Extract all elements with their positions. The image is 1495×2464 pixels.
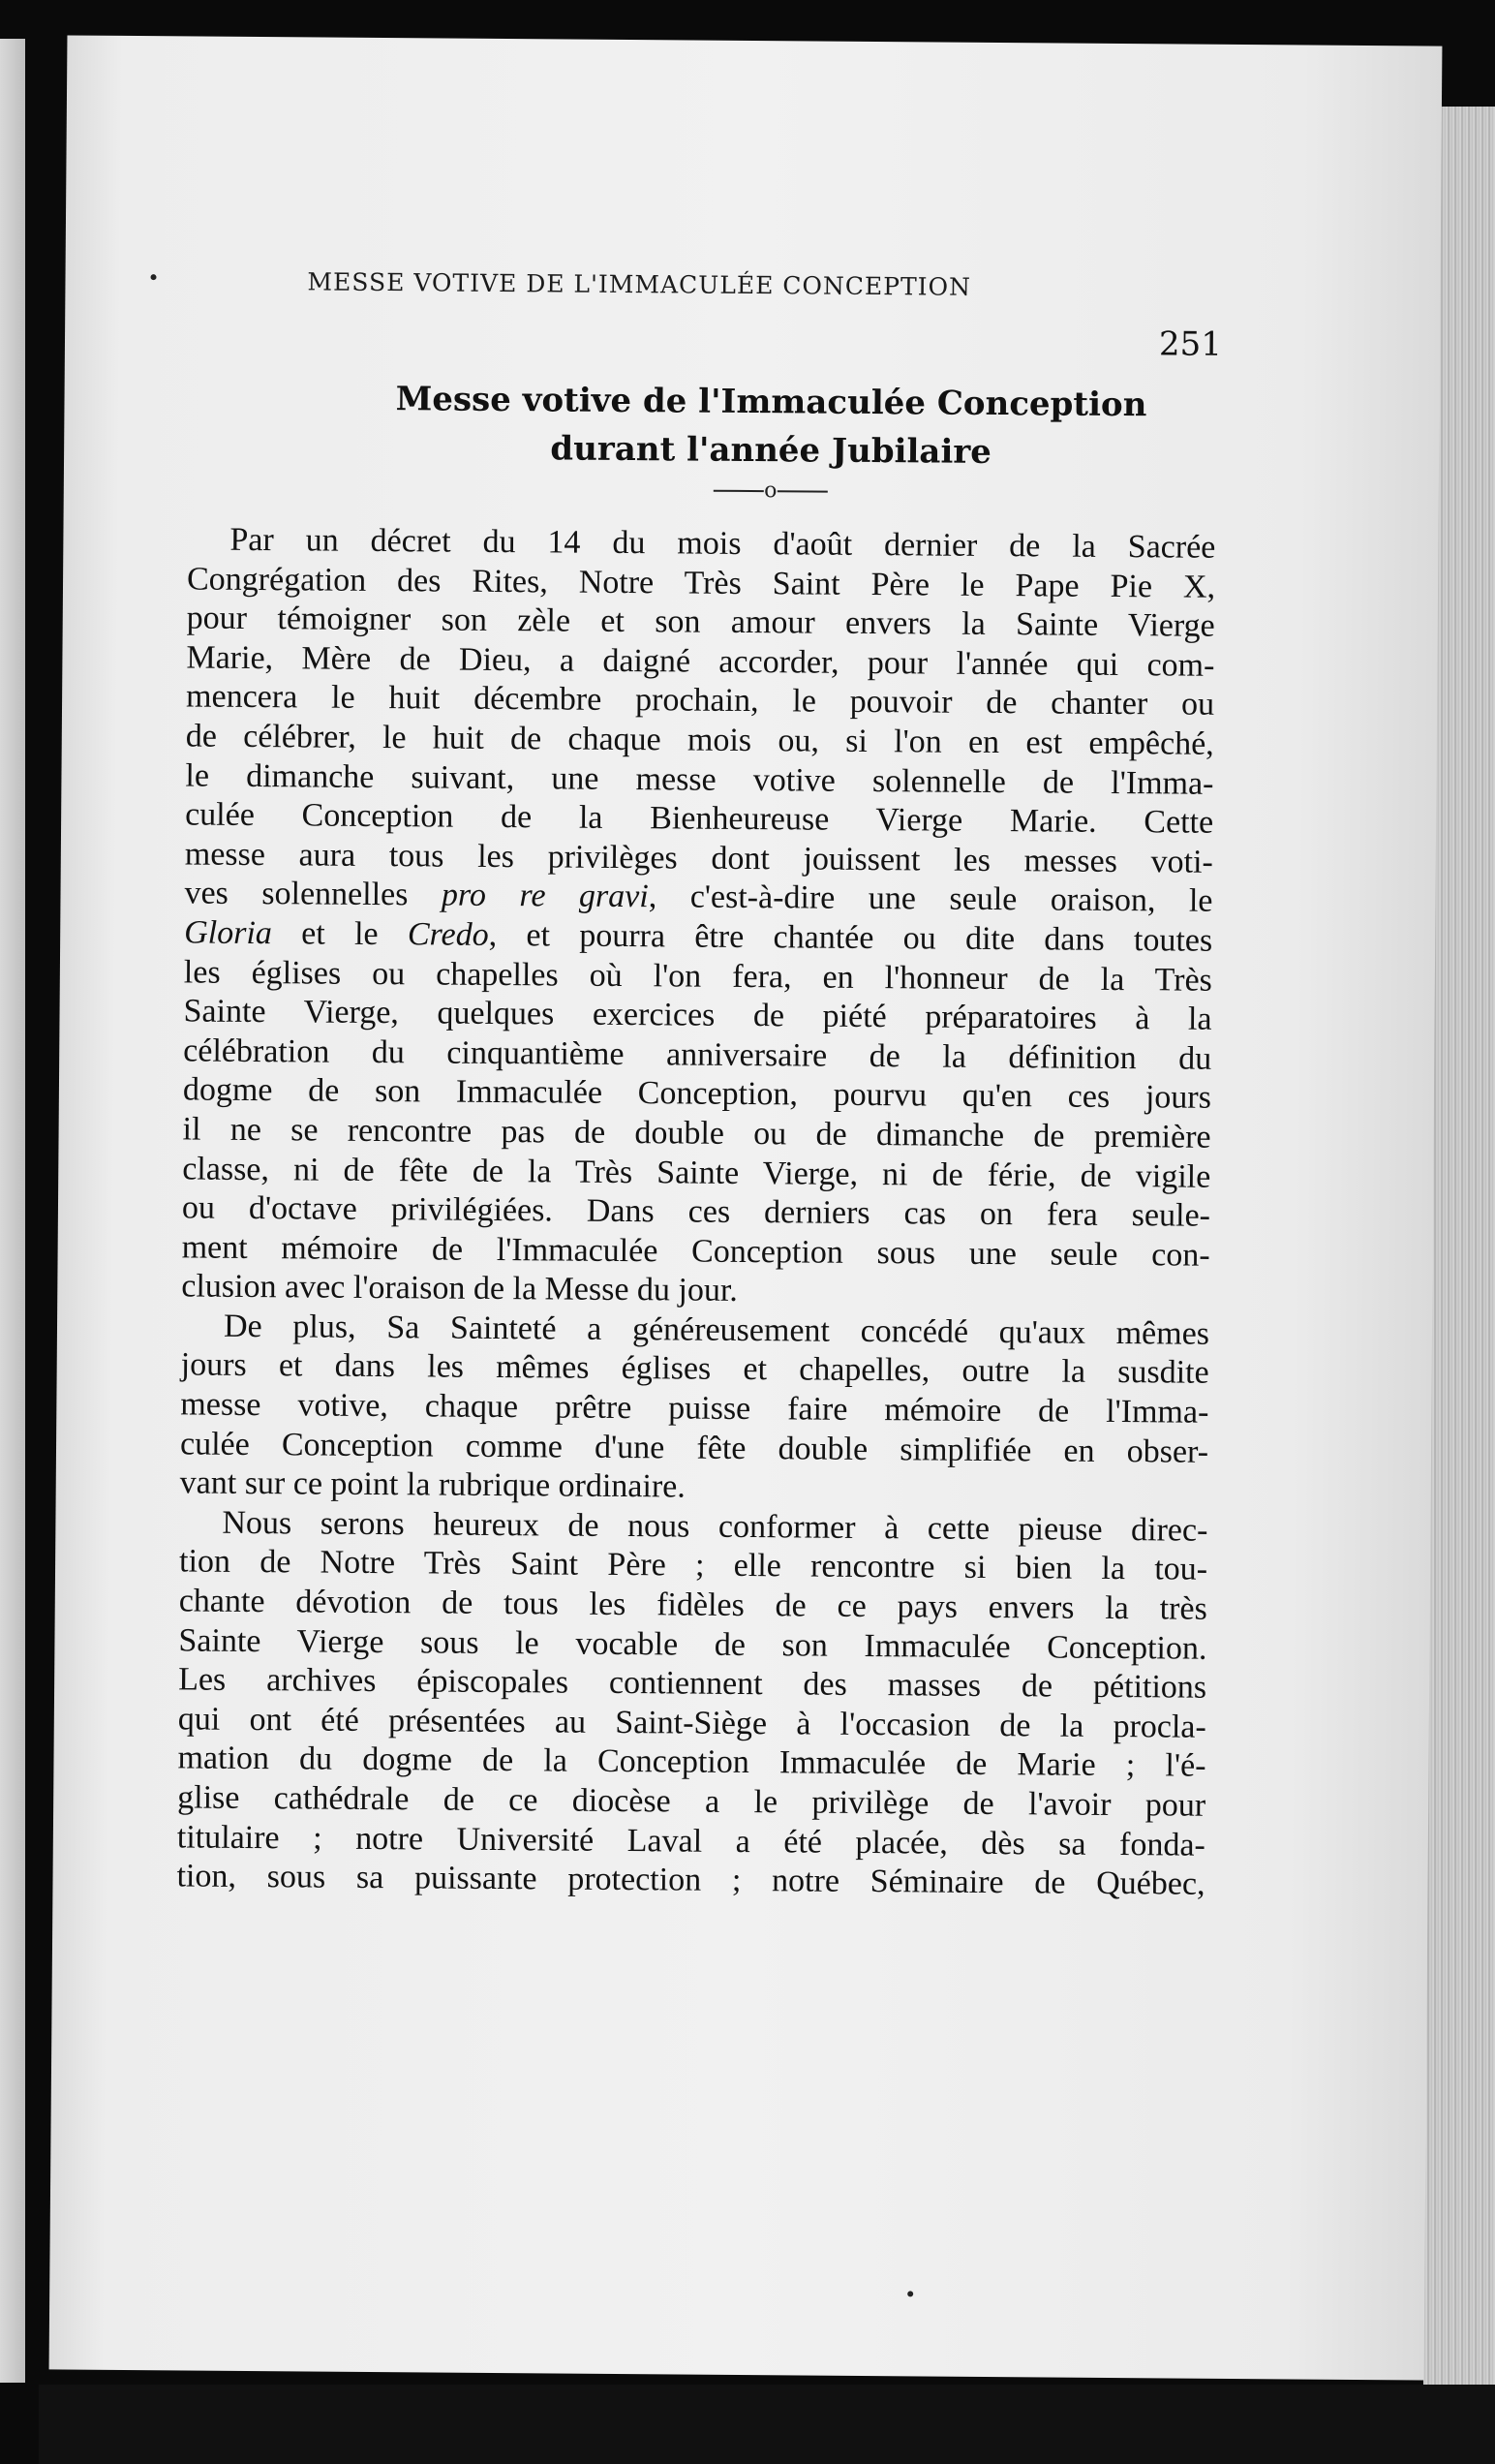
text-line: dogme de son Immaculée Conception, pourvu qu'en ces jours (182, 1071, 1212, 1117)
title-line-1: Messe votive de l'Immaculée Conception (395, 380, 1147, 425)
text-line: les églises ou chapelles où l'on fera, en l'honneur de la Très (183, 953, 1213, 999)
title-ornament (703, 478, 839, 504)
text-line: qui ont été présentées au Saint-Siège à l'occasion de la procla- (177, 1701, 1206, 1745)
text-line: Congrégation des Rites, Notre Très Saint Père le Pape Pie X, (186, 561, 1216, 605)
text-line: ou d'octave privilégiées. Dans ces derniers cas on fera seule- (181, 1189, 1211, 1234)
text-line: culée Conception comme d'une fête double simplifiée en obser- (179, 1426, 1209, 1470)
text-line: mencera le huit décembre prochain, le pouvoir de chanter ou (185, 678, 1215, 724)
text-line: classe, ni de fête de la Très Sainte Vierge, ni de férie, de vigile (182, 1150, 1211, 1195)
text-line: le dimanche suivant, une messe votive solennelle de l'Imma- (185, 757, 1214, 802)
text-line: De plus, Sa Sainteté a généreusement concédé qu'aux mêmes (223, 1308, 1210, 1352)
text-line: Gloria et le Credo, et pourra être chantée ou dite dans toutes (184, 914, 1213, 959)
text-line: titulaire ; notre Université Laval a été placée, dès sa fonda- (176, 1819, 1205, 1863)
text-line: tion de Notre Très Saint Père ; elle rencontre si bien la tou- (178, 1543, 1208, 1588)
text-line: Sainte Vierge, quelques exercices de piété préparatoires à la (183, 993, 1212, 1037)
text-line: messe votive, chaque prêtre puisse faire mémoire de l'Imma- (180, 1386, 1209, 1431)
text-line: Nous serons heureux de nous conformer à cette pieuse direc- (222, 1504, 1208, 1549)
ornament-rule-right (777, 490, 827, 492)
dust-speck (907, 2291, 913, 2296)
ornament-glyph: o (764, 478, 778, 504)
text-line: glise cathédrale de ce diocèse a le privilège de l'avoir pour (177, 1779, 1206, 1824)
text-line: Marie, Mère de Dieu, a daigné accorder, pour l'année qui com- (186, 639, 1215, 684)
scan-background (39, 2385, 1495, 2464)
dust-speck (151, 274, 157, 280)
text-line: Par un décret du 14 du mois d'août dernier de la Sacrée (229, 521, 1216, 566)
title-line-2: durant l'année Jubilaire (550, 429, 992, 472)
text-line: de célébrer, le huit de chaque mois ou, si l'on en est empêché, (185, 718, 1214, 762)
text-line: il ne se rencontre pas de double ou de dimanche de première (182, 1111, 1211, 1155)
article-title (306, 374, 1236, 478)
text-line: pour témoigner son zèle et son amour envers la Sainte Vierge (186, 600, 1215, 644)
page-number: 251 (1158, 324, 1223, 364)
text-line: jours et dans les mêmes églises et chapelles, outre la susdite (180, 1346, 1209, 1392)
text-line: clusion avec l'oraison de la Messe du jour. (181, 1268, 739, 1309)
text-line: messe aura tous les privilèges dont jouissent les messes voti- (184, 836, 1213, 880)
text-line: mation du dogme de la Conception Immaculée de Marie ; l'é- (177, 1740, 1206, 1785)
running-head: MESSE VOTIVE DE L'IMMACULÉE CONCEPTION (307, 267, 972, 301)
text-line: chante dévotion de tous les fidèles de ce pays envers la très (178, 1583, 1207, 1627)
text-line: tion, sous sa puissante protection ; notre Séminaire de Québec, (176, 1858, 1205, 1902)
text-line: culée Conception de la Bienheureuse Vierge Marie. Cette (185, 796, 1214, 841)
facing-page-edge (0, 39, 25, 2383)
text-line: Les archives épiscopales contiennent des masses de pétitions (178, 1661, 1207, 1706)
text-line: Sainte Vierge sous le vocable de son Immaculée Conception. (178, 1622, 1207, 1667)
text-line: célébration du cinquantième anniversaire de la définition du (183, 1032, 1212, 1077)
text-line: ment mémoire de l'Immaculée Conception sous une seule con- (181, 1229, 1210, 1274)
body-text (176, 520, 1215, 1904)
ornament-rule-left (714, 490, 764, 492)
text-line: vant sur ce point la rubrique ordinaire. (179, 1464, 686, 1505)
text-line: ves solennelles pro re gravi, c'est-à-dire une seule oraison, le (184, 875, 1213, 920)
book-page (49, 35, 1443, 2380)
